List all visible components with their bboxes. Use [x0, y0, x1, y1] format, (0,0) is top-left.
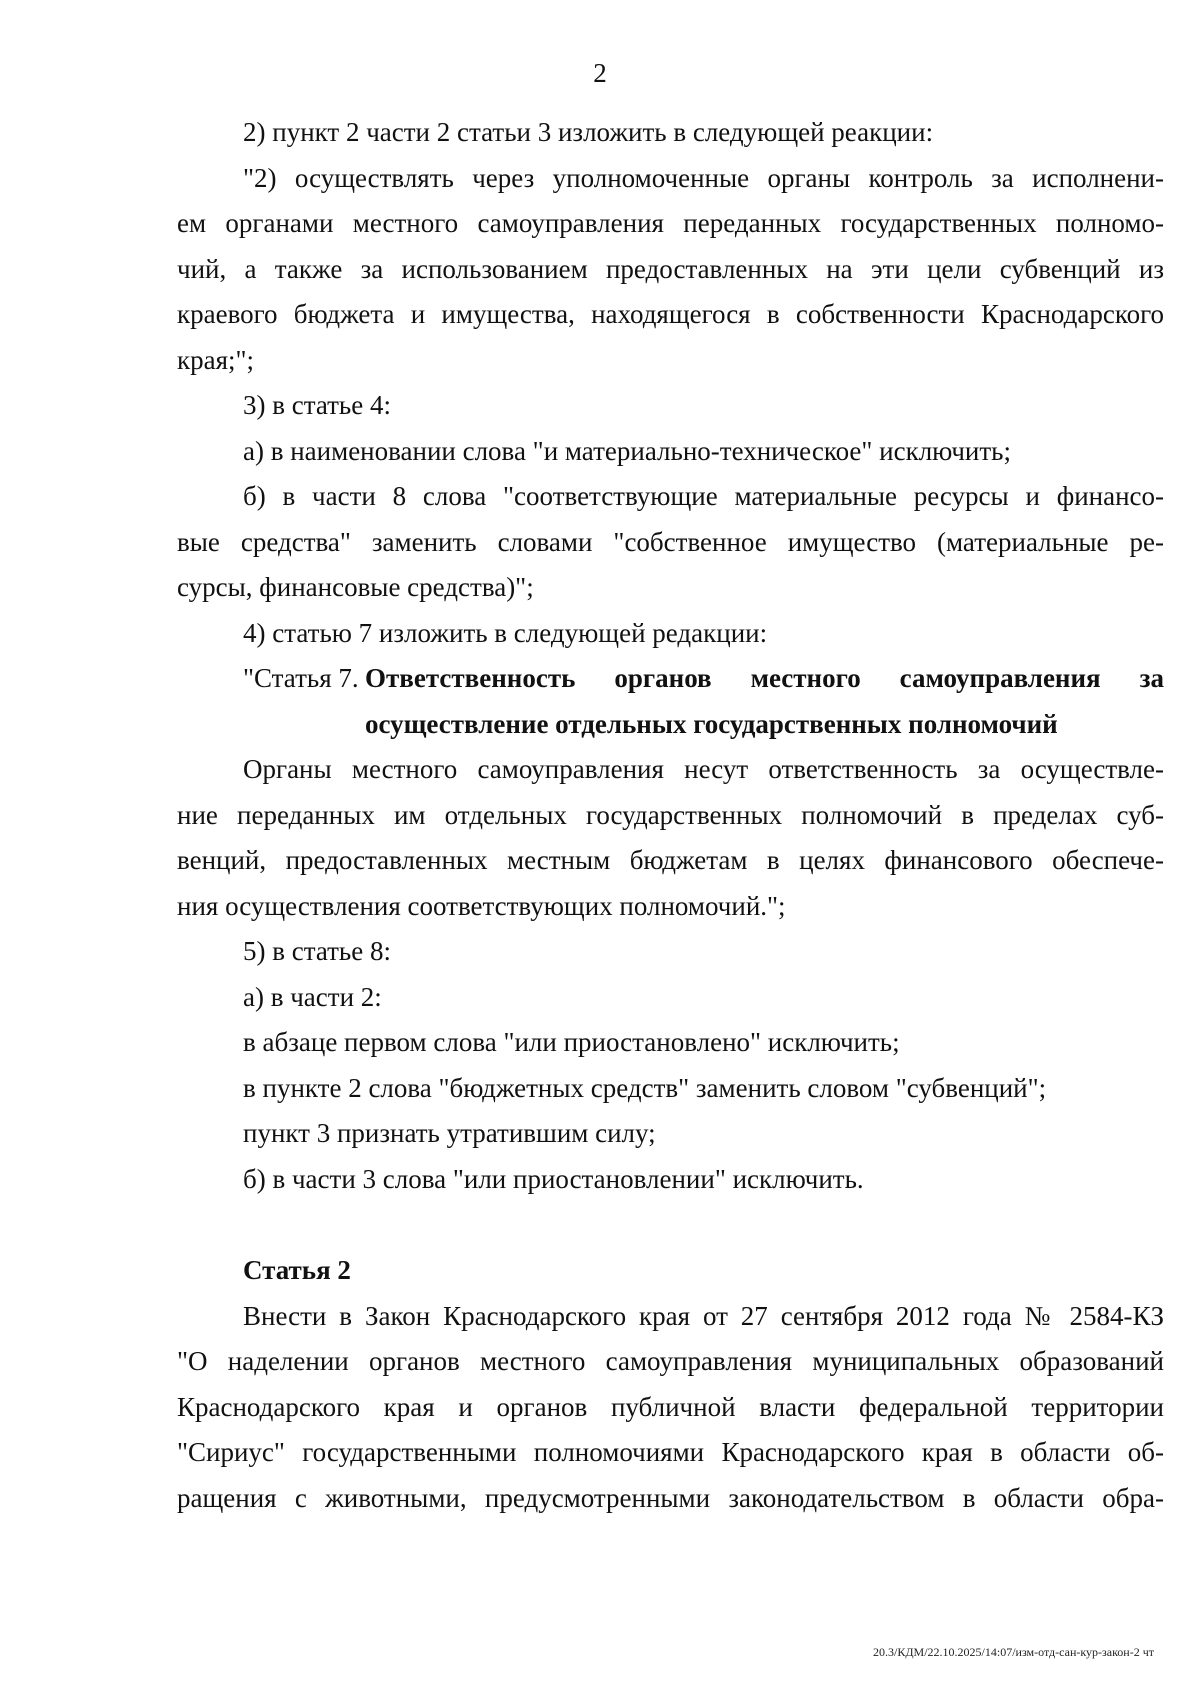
document-footer-code: 20.3/КДМ/22.10.2025/14:07/изм-отд-сан-кур-закон-2 чт	[873, 1645, 1154, 1659]
article-7-heading	[177, 656, 1164, 747]
text-line: ние переданных им отдельных государственных полномочий в пределах суб-	[177, 799, 1164, 830]
article-2-text	[177, 1294, 1164, 1522]
text-line: ращения с животными, предусмотренными законодательством в области обра-	[177, 1482, 1164, 1513]
heading-line: Ответственность органов местного самоуправления за	[365, 663, 1164, 693]
paragraph-item-2-text	[177, 156, 1164, 384]
text-line: чий, а также за использованием предоставленных на эти цели субвенций из	[177, 253, 1164, 284]
paragraph-item-5a: а) в части 2:	[243, 981, 382, 1012]
text-line: края;";	[177, 344, 255, 375]
page-number: 2	[593, 58, 607, 88]
paragraph-item-2: 2) пункт 2 части 2 статьи 3 изложить в следующей реакции:	[243, 117, 934, 147]
text-line: венций, предоставленных местным бюджетам в целях финансового обеспече-	[177, 845, 1164, 875]
text-line: Внести в Закон Краснодарского края от 27 сентября 2012 года № 2584-КЗ	[243, 1300, 1164, 1331]
paragraph-item-3b	[177, 474, 1164, 611]
text-line: краевого бюджета и имущества, находящегося в собственности Краснодарского	[177, 299, 1164, 329]
paragraph-item-5b: б) в части 3 слова "или приостановлении" исключить.	[243, 1163, 864, 1194]
document-body	[177, 110, 1164, 1521]
text-line: "О наделении органов местного самоуправления муниципальных образований	[177, 1346, 1164, 1376]
paragraph-item-5a-2: в пункте 2 слова "бюджетных средств" заменить словом "субвенций";	[243, 1072, 1047, 1103]
paragraph-item-3a: а) в наименовании слова "и материально-техническое" исключить;	[243, 435, 1011, 466]
text-line: "Сириус" государственными полномочиями Краснодарского края в области об-	[177, 1437, 1164, 1467]
text-line: Краснодарского края и органов публичной власти федеральной территории	[177, 1391, 1164, 1422]
text-line: Органы местного самоуправления несут ответственность за осуществле-	[243, 754, 1164, 784]
text-line: сурсы, финансовые средства)";	[177, 572, 534, 602]
text-line: "2) осуществлять через уполномоченные органы контроль за исполнени-	[243, 162, 1164, 193]
article-7-title	[365, 656, 1164, 747]
paragraph-item-3: 3) в статье 4:	[243, 390, 391, 420]
paragraph-item-4: 4) статью 7 изложить в следующей редакции:	[243, 617, 768, 648]
paragraph-item-5: 5) в статье 8:	[243, 936, 391, 966]
section-gap	[177, 1202, 1164, 1248]
text-line: ем органами местного самоуправления переданных государственных полномо-	[177, 208, 1164, 238]
paragraph-item-5a-3: пункт 3 признать утратившим силу;	[243, 1118, 656, 1148]
text-line: б) в части 8 слова "соответствующие материальные ресурсы и финансо-	[243, 481, 1164, 511]
text-line: вые средства" заменить словами "собственное имущество (материальные ре-	[177, 526, 1164, 557]
text-line: ния осуществления соответствующих полномочий.";	[177, 890, 786, 921]
article-7-text	[177, 747, 1164, 929]
article-2-title: Статья 2	[243, 1255, 351, 1285]
heading-line: осуществление отдельных государственных полномочий	[365, 708, 1058, 739]
article-7-label: "Статья 7.	[243, 663, 359, 693]
paragraph-item-5a-1: в абзаце первом слова "или приостановлено" исключить;	[243, 1027, 900, 1057]
